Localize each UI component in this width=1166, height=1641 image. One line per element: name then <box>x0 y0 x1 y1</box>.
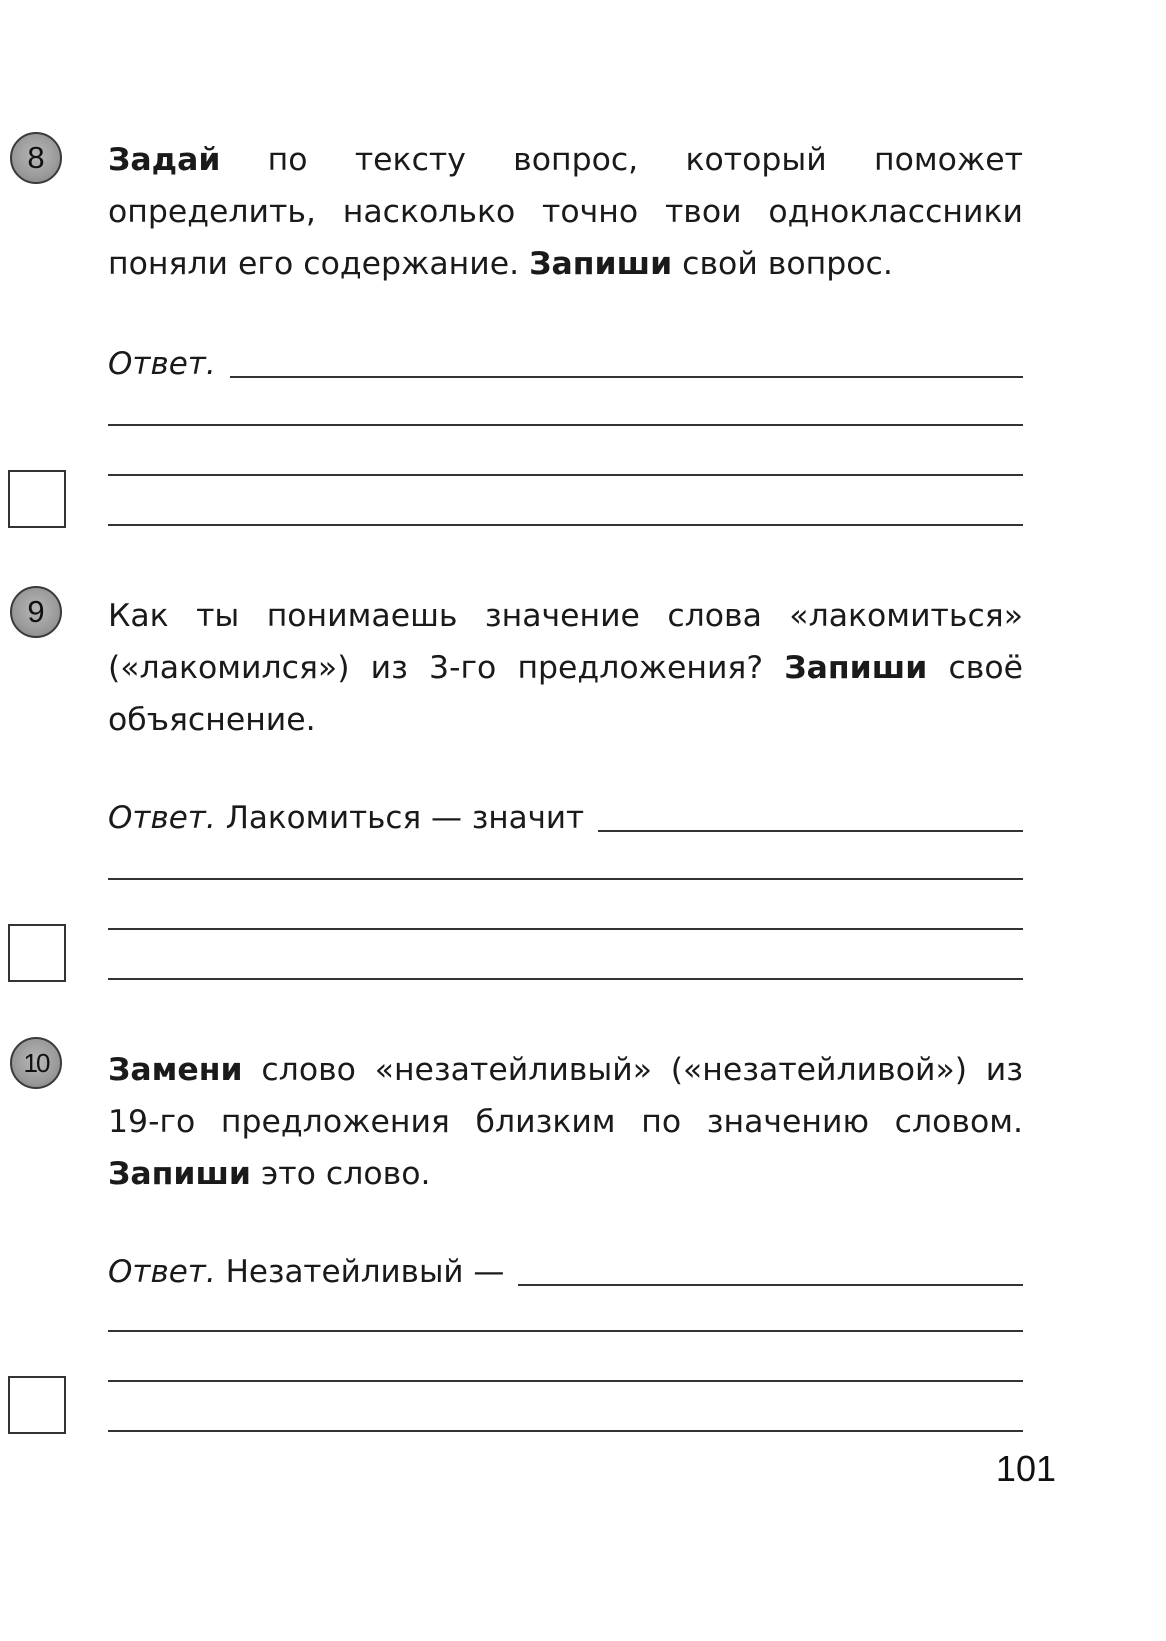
prompt-text: это слово. <box>251 1156 431 1192</box>
answer-label: Ответ. <box>108 346 216 382</box>
answer-first-line[interactable] <box>108 344 1023 384</box>
answer-prefix: Лакомиться — значит <box>215 800 585 836</box>
answer-line[interactable] <box>108 1380 1023 1382</box>
answer-line[interactable] <box>108 1330 1023 1332</box>
prompt-keyword: Задай <box>108 142 221 178</box>
task-number-badge: 10 <box>10 1037 62 1089</box>
score-box[interactable] <box>8 1376 66 1434</box>
prompt-text: по тексту вопрос, который поможет определить, насколько точно твои одноклассники поняли его содержание. <box>108 142 1023 282</box>
answer-fill-line[interactable] <box>598 829 1023 832</box>
task-prompt <box>108 134 1023 290</box>
answer-prefix: Незатейливый — <box>215 1254 505 1290</box>
answer-fill-line[interactable] <box>518 1283 1023 1286</box>
page-number: 101 <box>995 1448 1056 1489</box>
answer-line[interactable] <box>108 424 1023 426</box>
prompt-text: свой вопрос. <box>672 246 893 282</box>
answer-line[interactable] <box>108 1430 1023 1432</box>
prompt-text: своё объяснение. <box>108 650 1023 738</box>
score-box[interactable] <box>8 924 66 982</box>
answer-first-line[interactable] <box>108 1252 1023 1292</box>
answer-line[interactable] <box>108 928 1023 930</box>
answer-label: Ответ. <box>108 1254 216 1290</box>
task-prompt <box>108 1044 1023 1200</box>
score-box[interactable] <box>8 470 66 528</box>
answer-line[interactable] <box>108 978 1023 980</box>
answer-first-line[interactable] <box>108 798 1023 838</box>
answer-label: Ответ. <box>108 800 216 836</box>
answer-line[interactable] <box>108 474 1023 476</box>
task-number-badge: 8 <box>10 132 62 184</box>
answer-line[interactable] <box>108 878 1023 880</box>
answer-line[interactable] <box>108 524 1023 526</box>
answer-fill-line[interactable] <box>230 375 1023 378</box>
prompt-keyword: Запиши <box>784 650 928 686</box>
task-prompt <box>108 590 1023 746</box>
prompt-keyword: Замени <box>108 1052 243 1088</box>
prompt-text: Как ты понимаешь значение слова «лакомиться» («лакомился») из 3-го предложения? <box>108 598 1023 686</box>
prompt-keyword: Запиши <box>108 1156 251 1192</box>
prompt-keyword: Запиши <box>529 246 673 282</box>
task-number-badge: 9 <box>10 586 62 638</box>
prompt-text: слово «незатейливый» («незатейливой») из 19-го предложения близким по значению словом. <box>108 1052 1023 1140</box>
